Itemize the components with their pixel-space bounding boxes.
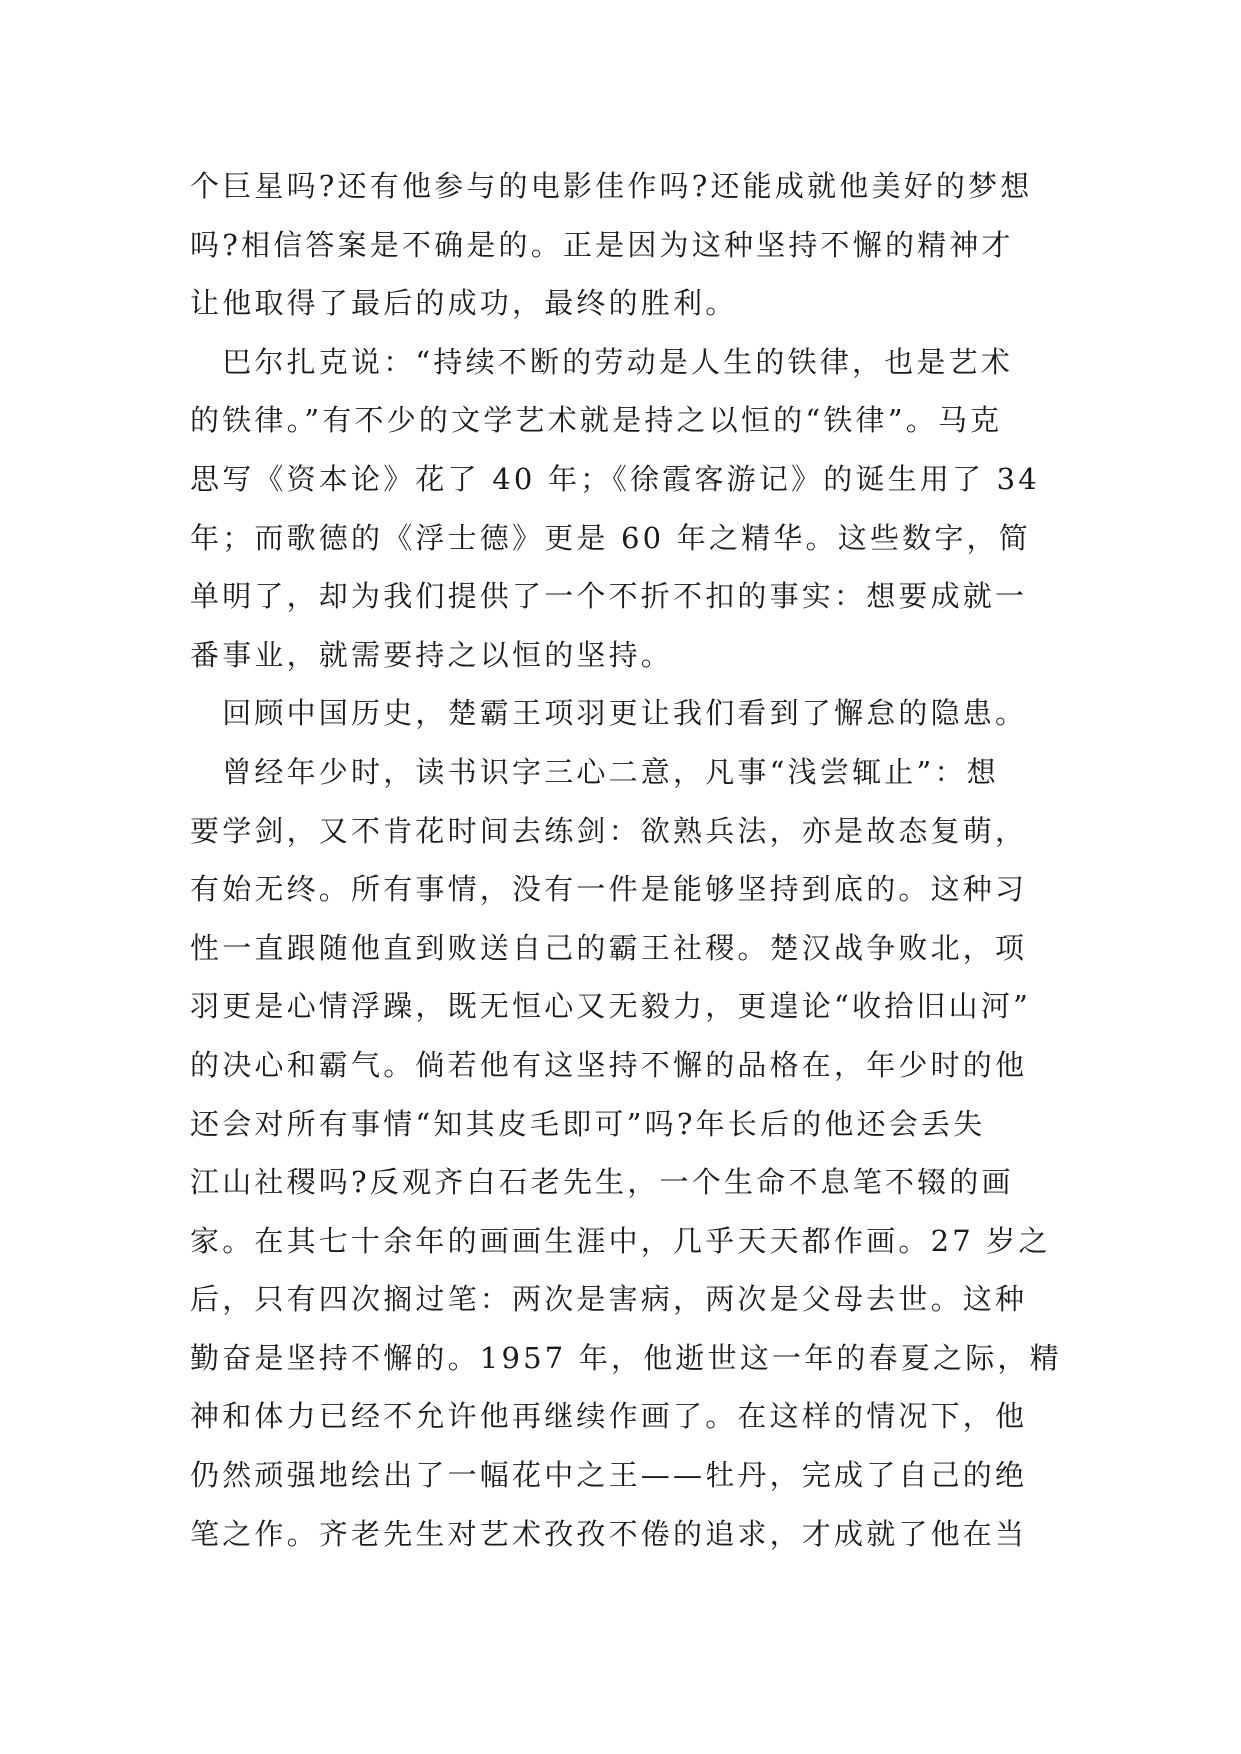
text-line: 江山社稷吗?反观齐白石老先生，一个生命不息笔不辍的画 — [190, 1165, 1014, 1200]
text-line: 单明了，却为我们提供了一个不折不扣的事实：想要成就一 — [190, 579, 1028, 614]
text-line: 还会对所有事情“知其皮毛即可”吗?年长后的他还会丢失 — [190, 1106, 986, 1141]
text-line: 要学剑，又不肯花时间去练剑：欲熟兵法，亦是故态复萌， — [190, 813, 1028, 848]
text-line: 的铁律。”有不少的文学艺术就是持之以恒的“铁律”。马克 — [190, 403, 1003, 438]
text-line: 个巨星吗?还有他参与的电影佳作吗?还能成就他美好的梦想 — [190, 169, 1033, 203]
text-line: 羽更是心情浮躁，既无恒心又无毅力，更遑论“收拾旧山河” — [190, 989, 1032, 1024]
text-line: 思写《资本论》花了 40 年；《徐霞客游记》的诞生用了 34 — [190, 461, 1040, 496]
text-line: 后，只有四次搁过笔：两次是害病，两次是父母去世。这种 — [190, 1282, 1028, 1317]
text-line: 性一直跟随他直到败送自己的霸王社稷。楚汉战争败北，项 — [190, 930, 1028, 965]
text-line: 仍然顽强地绘出了一幅花中之王——牡丹，完成了自己的绝 — [190, 1458, 1028, 1493]
text-line: 神和体力已经不允许他再继续作画了。在这样的情况下，他 — [190, 1399, 1028, 1434]
text-line: 勤奋是坚持不懈的。1957 年，他逝世这一年的春夏之际，精 — [190, 1340, 1062, 1375]
text-line: 吗?相信答案是不确是的。正是因为这种坚持不懈的精神才 — [190, 227, 1014, 262]
text-line: 巴尔扎克说：“持续不断的劳动是人生的铁律，也是艺术 — [190, 344, 1014, 379]
text-line: 让他取得了最后的成功，最终的胜利。 — [190, 286, 738, 321]
text-line: 年；而歌德的《浮士德》更是 60 年之精华。这些数字，简 — [190, 520, 1031, 555]
body-text — [190, 157, 1070, 1563]
text-line: 的决心和霸气。倘若他有这坚持不懈的品格在，年少时的他 — [190, 1047, 1028, 1082]
text-line: 家。在其七十余年的画画生涯中，几乎天天都作画。27 岁之 — [190, 1223, 1051, 1258]
text-line: 笔之作。齐老先生对艺术孜孜不倦的追求，才成就了他在当 — [190, 1516, 1028, 1551]
text-line: 番事业，就需要持之以恒的坚持。 — [190, 637, 674, 672]
text-line: 曾经年少时，读书识字三心二意，凡事“浅尝辄止”：想 — [190, 754, 999, 789]
text-line: 有始无终。所有事情，没有一件是能够坚持到底的。这种习 — [190, 872, 1028, 907]
text-line: 回顾中国历史，楚霸王项羽更让我们看到了懈怠的隐患。 — [190, 696, 1028, 731]
